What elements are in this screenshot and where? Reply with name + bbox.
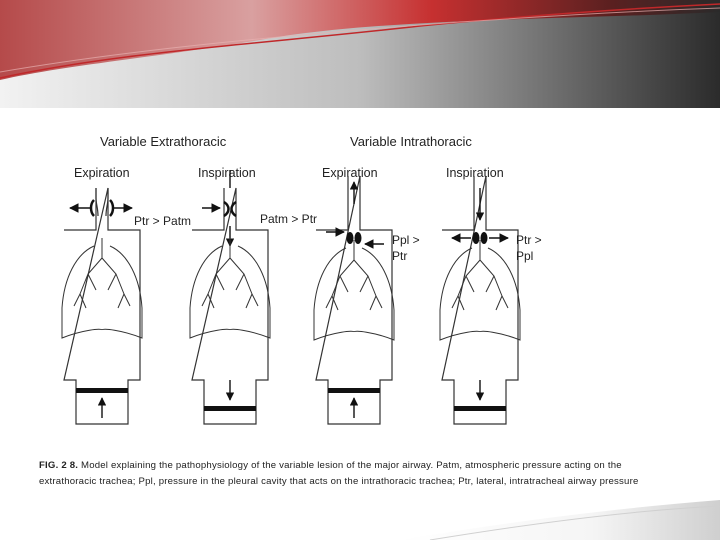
panel-1 (62, 188, 191, 424)
caption-line-2: extrathoracic trachea; Ppl, pressure in the pleural cavity that acts on the intrathoracic trachea; Ptr, lateral, intratracheal airway pressure (39, 476, 639, 487)
panel-3-left-lesion (347, 232, 354, 244)
panel-3-pressure-line1: Ppl > (392, 233, 420, 247)
panel-4 (440, 176, 542, 424)
caption-label: FIG. 2 8. (39, 460, 79, 471)
panel-4-phase: Inspiration (446, 166, 504, 180)
panel-3 (314, 176, 420, 424)
panel-1-phase: Expiration (74, 166, 130, 180)
caption-line-1: Model explaining the pathophysiology of the variable lesion of the major airway. Patm, atmospheric pressure acting on the (81, 460, 622, 471)
header-extrathoracic: Variable Extrathoracic (100, 134, 227, 149)
panel-4-right-lesion (481, 232, 488, 244)
panel-2 (190, 170, 317, 424)
figure-caption (39, 458, 719, 490)
panel-3-phase: Expiration (322, 166, 378, 180)
panel-2-pressure: Patm > Ptr (260, 212, 318, 226)
panel-3-right-lesion (355, 232, 362, 244)
panel-1-pressure: Ptr > Patm (134, 214, 192, 228)
panel-4-pressure-line2: Ppl (516, 249, 534, 263)
airway-diagram (24, 108, 720, 448)
header-intrathoracic: Variable Intrathoracic (350, 134, 472, 149)
panel-4-left-lesion (473, 232, 480, 244)
panel-2-phase: Inspiration (198, 166, 256, 180)
panel-4-pressure-line1: Ptr > (516, 233, 542, 247)
panel-3-pressure-line2: Ptr (392, 249, 408, 263)
figure-panel (24, 108, 720, 496)
